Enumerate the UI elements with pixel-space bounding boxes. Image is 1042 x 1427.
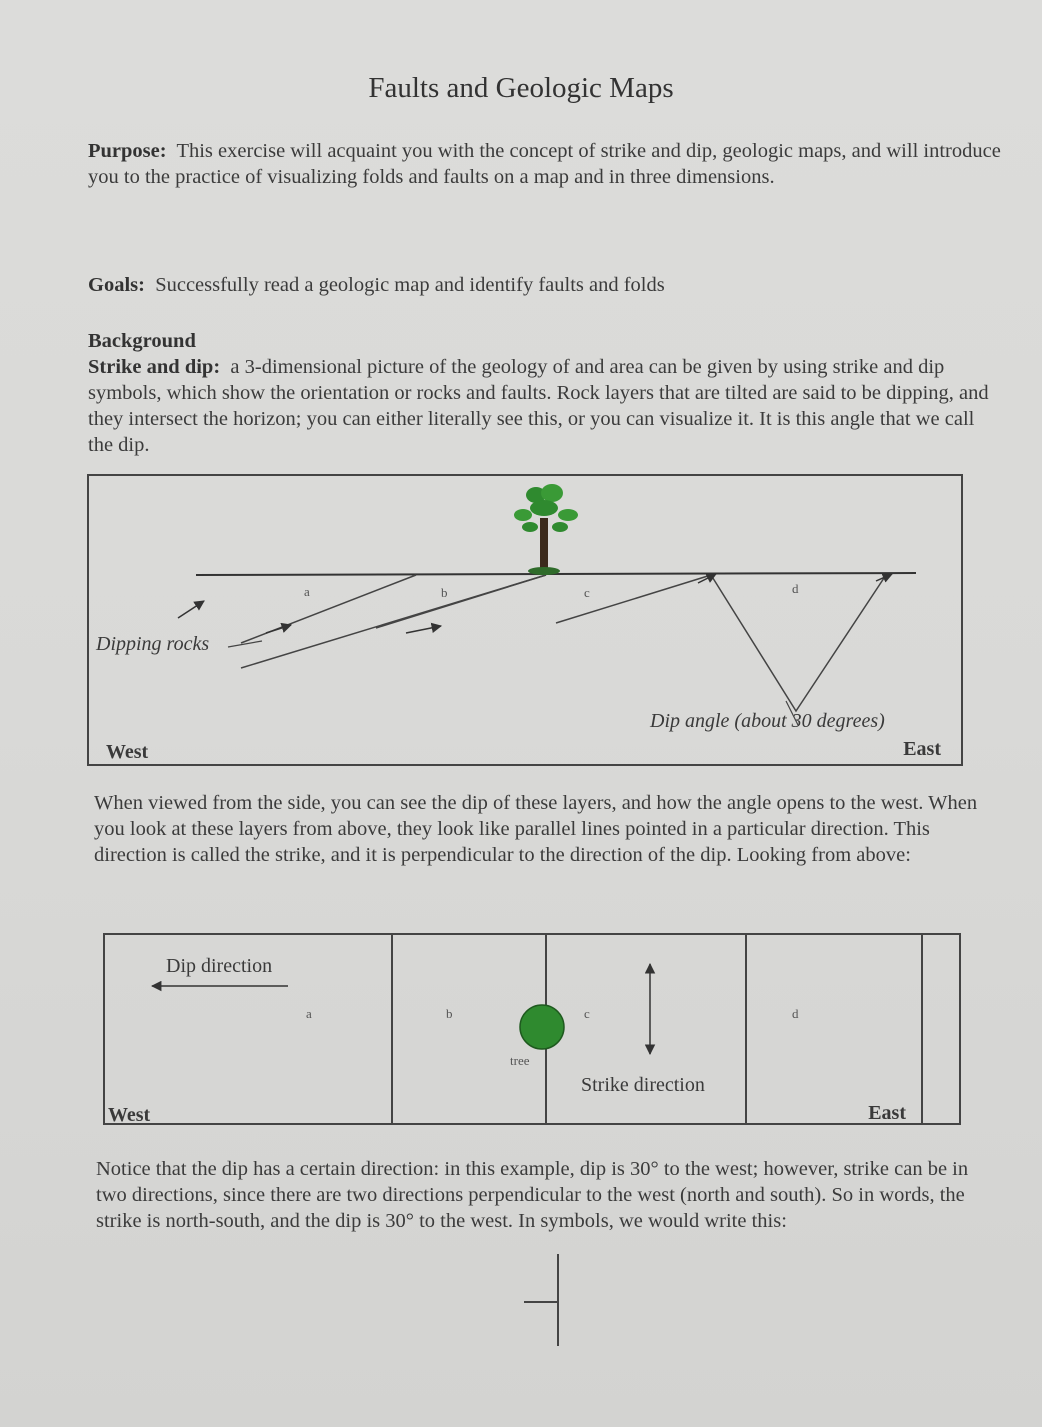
section-label-d: d xyxy=(792,581,799,596)
map-view-diagram xyxy=(100,930,966,1130)
dip-angle-triangle xyxy=(711,575,886,711)
layer-line-c xyxy=(556,575,711,623)
notice-paragraph: Notice that the dip has a certain direction: in this example, dip is 30° to the west; however, strike can be in two directions, since there are two directions perpendicular to the west (north and south). So in words, the strike is north-south, and the dip is 30° to the west. In symbols, we would write this: xyxy=(96,1158,969,1232)
side-view-paragraph: When viewed from the side, you can see the dip of these layers, and how the angle opens to the west. When you look at these layers from above, they look like parallel lines pointed in a particular direction. This direction is called the strike, and it is perpendicular to the direction of the dip. Looking from above: xyxy=(94,792,978,866)
dip-arrow-2 xyxy=(266,625,291,633)
strike-dip-symbol-icon xyxy=(520,1250,570,1350)
dip-angle-label: Dip angle (about 30 degrees) xyxy=(650,710,885,732)
map-east-label: East xyxy=(868,1102,906,1124)
background-paragraph xyxy=(88,328,1003,458)
tree-top-icon xyxy=(520,1005,564,1049)
surface-arrow-2 xyxy=(876,574,892,581)
tree-label: tree xyxy=(510,1053,530,1068)
section-label-a: a xyxy=(304,584,310,599)
dip-direction-label: Dip direction xyxy=(166,955,273,977)
strike-direction-label: Strike direction xyxy=(581,1074,705,1096)
map-label-b: b xyxy=(446,1006,453,1021)
page-title: Faults and Geologic Maps xyxy=(368,72,674,104)
section-east-label: East xyxy=(903,738,941,760)
dipping-rocks-label: Dipping rocks xyxy=(96,633,210,655)
section-label-b: b xyxy=(441,585,448,600)
map-label-c: c xyxy=(584,1006,590,1021)
purpose-label: Purpose: xyxy=(88,140,167,162)
goals-text: Successfully read a geologic map and identify faults and folds xyxy=(155,274,665,296)
background-text: a 3-dimensional picture of the geology of and area can be given by using strike and dip symbols, which show the orientation or rocks and faults. Rock layers that are tilted are said to be dipping, and they intersect the horizon; you can either literally see this, or you can visualize it. It is this angle that we call the dip. xyxy=(88,356,989,456)
cross-section-diagram xyxy=(86,473,966,768)
strike-dip-label: Strike and dip: xyxy=(88,356,221,378)
section-west-label: West xyxy=(106,741,149,763)
section-label-c: c xyxy=(584,585,590,600)
purpose-text: This exercise will acquaint you with the concept of strike and dip, geologic maps, and will introduce you to the practice of visualizing folds and faults on a map and in three dimensions. xyxy=(88,140,1001,188)
goals-label: Goals: xyxy=(88,274,145,296)
map-west-label: West xyxy=(108,1104,151,1126)
dip-arrow-3 xyxy=(406,626,441,633)
purpose-paragraph xyxy=(88,138,1003,190)
dip-arrow-1 xyxy=(178,601,204,618)
background-heading: Background xyxy=(88,330,196,352)
map-label-a: a xyxy=(306,1006,312,1021)
goals-paragraph xyxy=(88,272,1003,298)
layer-line-b2 xyxy=(376,575,546,628)
tree-icon xyxy=(514,484,578,575)
map-label-d: d xyxy=(792,1006,799,1021)
